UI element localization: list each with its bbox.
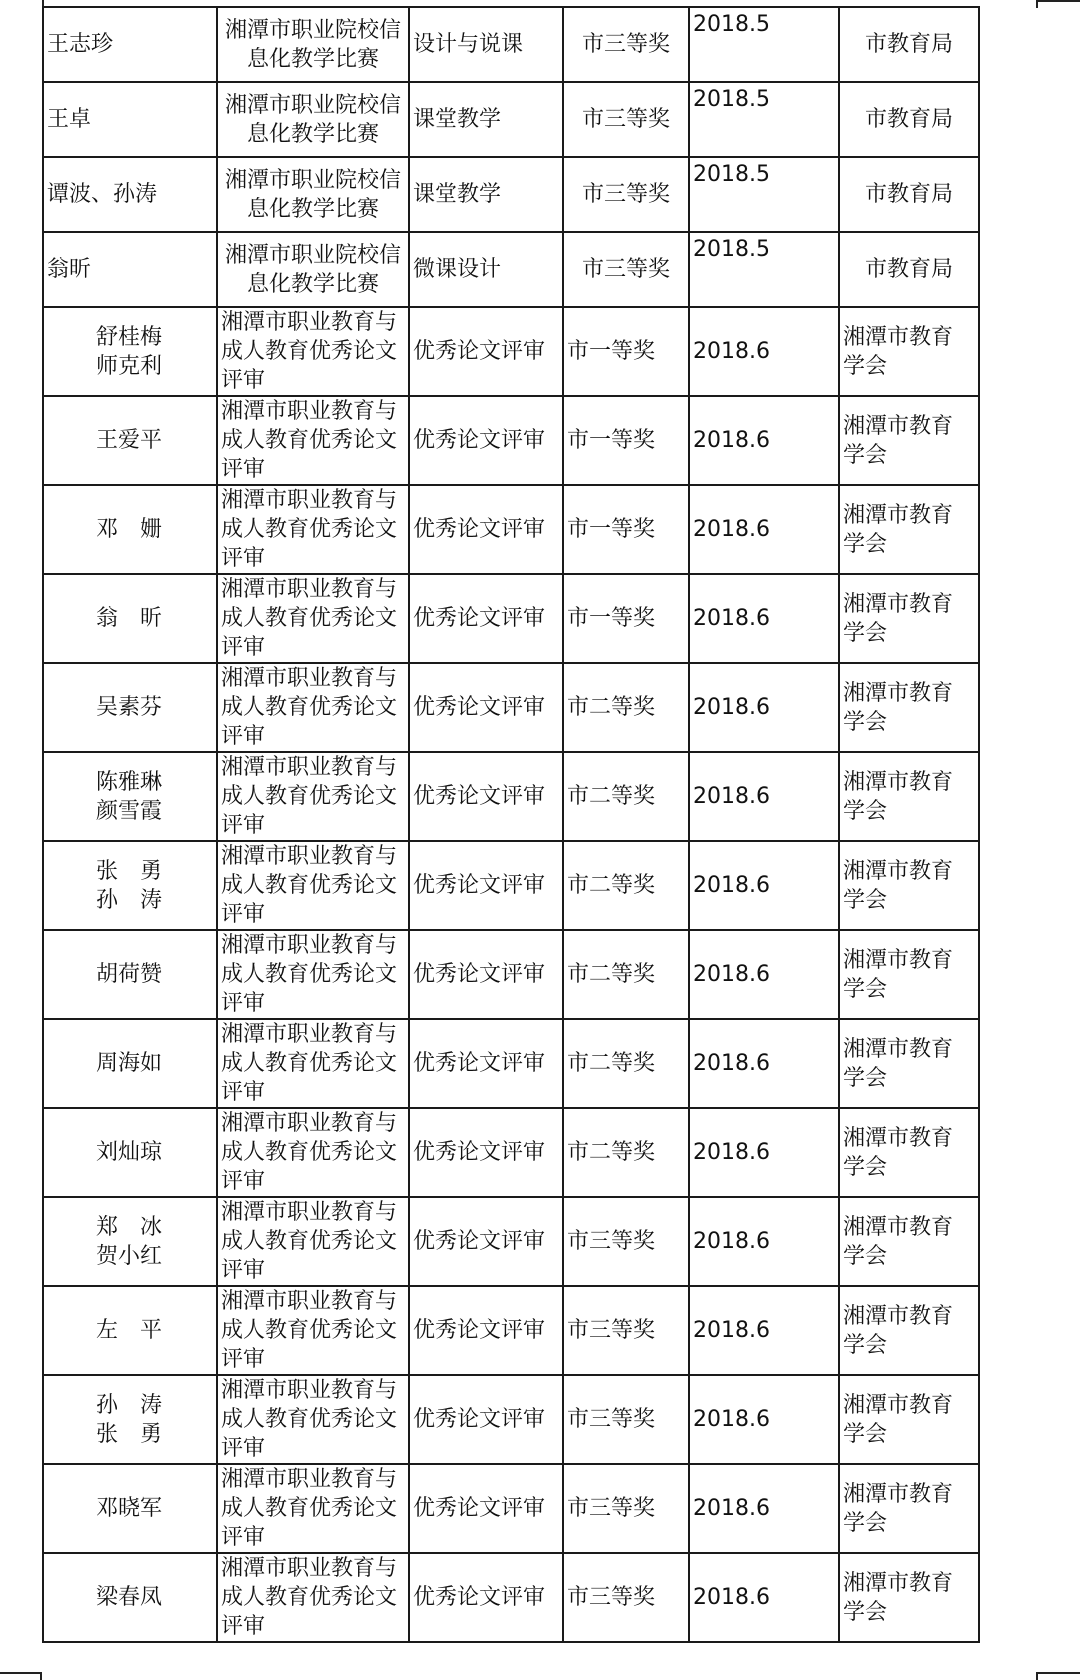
corner-mark-top-right-h: [1036, 0, 1080, 2]
category-cell: 优秀论文评审: [409, 396, 563, 485]
name-cell-line: 师克利: [96, 353, 163, 379]
competition-cell-line: 评审: [221, 368, 266, 393]
organizer-cell: [839, 1108, 979, 1197]
name-cell-line: 翁 昕: [96, 606, 163, 631]
category-cell: 设计与说课: [409, 7, 563, 82]
name-cell-line: 张 勇: [96, 1421, 163, 1447]
awards-table-body: [43, 7, 979, 1642]
table-row: [43, 307, 979, 396]
competition-cell-line: 成人教育优秀论文: [221, 962, 398, 987]
table-row: [43, 82, 979, 157]
organizer-cell-line: 学会: [843, 798, 888, 824]
competition-cell-line: 评审: [221, 991, 266, 1016]
date-cell: 2018.6: [689, 396, 839, 485]
competition-cell-line: 成人教育优秀论文: [221, 1407, 398, 1432]
competition-cell-line: 湘潭市职业院校信: [224, 17, 401, 43]
competition-cell-line: 湘潭市职业教育与: [221, 310, 398, 335]
table-row: [43, 1553, 979, 1642]
organizer-cell-line: 学会: [843, 1510, 888, 1536]
name-cell: [43, 1375, 217, 1464]
competition-cell-line: 成人教育优秀论文: [221, 1496, 398, 1521]
corner-mark-bottom-right-v: [1036, 1672, 1038, 1680]
category-cell: 优秀论文评审: [409, 930, 563, 1019]
name-cell-line: 谭波、孙涛: [47, 182, 158, 207]
organizer-cell: [839, 930, 979, 1019]
date-cell: 2018.6: [689, 663, 839, 752]
date-cell: 2018.6: [689, 307, 839, 396]
name-cell-line: 王爱平: [96, 428, 163, 453]
competition-cell-line: 湘潭市职业教育与: [221, 933, 398, 958]
name-cell-line: 邓晓军: [96, 1496, 163, 1521]
name-cell-line: 贺小红: [96, 1243, 163, 1269]
name-cell: [43, 752, 217, 841]
competition-cell-line: 湘潭市职业教育与: [221, 1111, 398, 1136]
award-cell: 市三等奖: [563, 157, 689, 232]
organizer-cell: [839, 752, 979, 841]
competition-cell: [217, 574, 409, 663]
corner-mark-top-right-v: [1036, 0, 1038, 8]
date-cell: 2018.6: [689, 485, 839, 574]
competition-cell: [217, 1375, 409, 1464]
organizer-cell-line: 湘潭市教育: [843, 324, 954, 350]
competition-cell-line: 湘潭市职业教育与: [221, 1467, 398, 1492]
category-cell: 微课设计: [409, 232, 563, 307]
award-cell: 市三等奖: [563, 7, 689, 82]
date-cell: 2018.6: [689, 1286, 839, 1375]
award-cell: 市三等奖: [563, 1553, 689, 1642]
category-cell: 优秀论文评审: [409, 1286, 563, 1375]
table-row: [43, 1197, 979, 1286]
awards-table: [42, 6, 980, 1643]
name-cell: [43, 396, 217, 485]
competition-cell-line: 成人教育优秀论文: [221, 695, 398, 720]
competition-cell: [217, 1286, 409, 1375]
date-cell: 2018.6: [689, 1019, 839, 1108]
name-cell-line: 王卓: [47, 107, 92, 132]
competition-cell: [217, 841, 409, 930]
table-row: [43, 663, 979, 752]
competition-cell-line: 湘潭市职业教育与: [221, 666, 398, 691]
organizer-cell: [839, 7, 979, 82]
name-cell: [43, 1286, 217, 1375]
competition-cell-line: 成人教育优秀论文: [221, 1318, 398, 1343]
organizer-cell: [839, 663, 979, 752]
award-cell: 市二等奖: [563, 1019, 689, 1108]
competition-cell-line: 评审: [221, 724, 266, 749]
award-cell: 市一等奖: [563, 396, 689, 485]
date-cell: 2018.6: [689, 1464, 839, 1553]
table-row: [43, 485, 979, 574]
competition-cell-line: 评审: [221, 1258, 266, 1283]
organizer-cell-line: 湘潭市教育: [843, 413, 954, 439]
organizer-cell: [839, 574, 979, 663]
organizer-cell: [839, 232, 979, 307]
name-cell-line: 吴素芬: [96, 695, 163, 720]
date-cell: 2018.6: [689, 752, 839, 841]
award-cell: 市二等奖: [563, 930, 689, 1019]
organizer-cell: [839, 1197, 979, 1286]
table-row: [43, 1286, 979, 1375]
competition-cell-line: 湘潭市职业院校信: [224, 167, 401, 193]
competition-cell-line: 成人教育优秀论文: [221, 1140, 398, 1165]
date-cell: 2018.6: [689, 574, 839, 663]
competition-cell-line: 成人教育优秀论文: [221, 1229, 398, 1254]
competition-cell-line: 息化教学比赛: [246, 196, 379, 222]
organizer-cell-line: 市教育局: [864, 32, 953, 57]
organizer-cell: [839, 485, 979, 574]
competition-cell: [217, 1108, 409, 1197]
organizer-cell-line: 湘潭市教育: [843, 947, 954, 973]
award-cell: 市一等奖: [563, 307, 689, 396]
competition-cell-line: 湘潭市职业教育与: [221, 1022, 398, 1047]
name-cell-line: 王志珍: [47, 32, 114, 57]
competition-cell-line: 成人教育优秀论文: [221, 873, 398, 898]
table-row: [43, 1019, 979, 1108]
competition-cell-line: 评审: [221, 635, 266, 660]
organizer-cell-line: 湘潭市教育: [843, 1392, 954, 1418]
table-row: [43, 7, 979, 82]
competition-cell-line: 成人教育优秀论文: [221, 1051, 398, 1076]
competition-cell-line: 评审: [221, 813, 266, 838]
organizer-cell-line: 湘潭市教育: [843, 1125, 954, 1151]
name-cell: [43, 82, 217, 157]
name-cell-line: 左 平: [96, 1318, 163, 1343]
organizer-cell: [839, 1019, 979, 1108]
name-cell: [43, 307, 217, 396]
award-cell: 市三等奖: [563, 1464, 689, 1553]
name-cell: [43, 232, 217, 307]
organizer-cell-line: 学会: [843, 531, 888, 557]
date-cell: 2018.5: [689, 7, 839, 82]
organizer-cell-line: 学会: [843, 442, 888, 468]
name-cell: [43, 841, 217, 930]
organizer-cell-line: 学会: [843, 1599, 888, 1625]
name-cell-line: 周海如: [96, 1051, 163, 1076]
competition-cell-line: 成人教育优秀论文: [221, 784, 398, 809]
organizer-cell: [839, 841, 979, 930]
competition-cell: [217, 157, 409, 232]
award-cell: 市二等奖: [563, 1108, 689, 1197]
competition-cell-line: 成人教育优秀论文: [221, 517, 398, 542]
competition-cell-line: 评审: [221, 902, 266, 927]
name-cell-line: 梁春凤: [96, 1585, 163, 1610]
competition-cell: [217, 7, 409, 82]
date-cell: 2018.6: [689, 1375, 839, 1464]
competition-cell-line: 湘潭市职业院校信: [224, 242, 401, 268]
name-cell-line: 张 勇: [96, 858, 163, 884]
organizer-cell-line: 学会: [843, 1421, 888, 1447]
category-cell: 优秀论文评审: [409, 574, 563, 663]
organizer-cell-line: 学会: [843, 1332, 888, 1358]
competition-cell-line: 湘潭市职业教育与: [221, 844, 398, 869]
organizer-cell: [839, 1286, 979, 1375]
organizer-cell-line: 学会: [843, 1065, 888, 1091]
name-cell-line: 翁昕: [47, 257, 92, 282]
table-row: [43, 1108, 979, 1197]
organizer-cell-line: 市教育局: [864, 182, 953, 207]
award-cell: 市二等奖: [563, 841, 689, 930]
organizer-cell: [839, 396, 979, 485]
category-cell: 优秀论文评审: [409, 841, 563, 930]
category-cell: 优秀论文评审: [409, 663, 563, 752]
competition-cell-line: 评审: [221, 1080, 266, 1105]
name-cell: [43, 663, 217, 752]
award-cell: 市三等奖: [563, 232, 689, 307]
competition-cell: [217, 752, 409, 841]
competition-cell: [217, 1553, 409, 1642]
organizer-cell: [839, 82, 979, 157]
name-cell-line: 孙 涛: [96, 1392, 163, 1418]
organizer-cell-line: 湘潭市教育: [843, 1303, 954, 1329]
corner-mark-bottom-right-h: [1036, 1672, 1080, 1674]
competition-cell-line: 息化教学比赛: [246, 46, 379, 72]
category-cell: 优秀论文评审: [409, 1375, 563, 1464]
table-row: [43, 1375, 979, 1464]
competition-cell: [217, 396, 409, 485]
competition-cell-line: 湘潭市职业教育与: [221, 1289, 398, 1314]
date-cell: 2018.6: [689, 841, 839, 930]
category-cell: 优秀论文评审: [409, 1464, 563, 1553]
competition-cell-line: 评审: [221, 1614, 266, 1639]
category-cell: 优秀论文评审: [409, 1553, 563, 1642]
table-row: [43, 841, 979, 930]
organizer-cell: [839, 157, 979, 232]
date-cell: 2018.5: [689, 82, 839, 157]
name-cell: [43, 157, 217, 232]
name-cell-line: 颜雪霞: [96, 798, 163, 824]
organizer-cell-line: 学会: [843, 976, 888, 1002]
name-cell-line: 胡荷赞: [96, 962, 163, 987]
competition-cell-line: 评审: [221, 1347, 266, 1372]
organizer-cell-line: 市教育局: [864, 257, 953, 282]
competition-cell: [217, 663, 409, 752]
competition-cell: [217, 485, 409, 574]
competition-cell-line: 湘潭市职业教育与: [221, 1378, 398, 1403]
date-cell: 2018.6: [689, 1553, 839, 1642]
award-cell: 市三等奖: [563, 1286, 689, 1375]
category-cell: 优秀论文评审: [409, 1019, 563, 1108]
competition-cell: [217, 1197, 409, 1286]
table-row: [43, 1464, 979, 1553]
competition-cell: [217, 1019, 409, 1108]
organizer-cell-line: 学会: [843, 620, 888, 646]
date-cell: 2018.6: [689, 1197, 839, 1286]
organizer-cell-line: 湘潭市教育: [843, 502, 954, 528]
competition-cell-line: 成人教育优秀论文: [221, 1585, 398, 1610]
name-cell: [43, 1019, 217, 1108]
date-cell: 2018.5: [689, 157, 839, 232]
table-row: [43, 752, 979, 841]
name-cell: [43, 574, 217, 663]
category-cell: 优秀论文评审: [409, 1197, 563, 1286]
award-cell: 市三等奖: [563, 1197, 689, 1286]
competition-cell-line: 湘潭市职业教育与: [221, 755, 398, 780]
organizer-cell: [839, 1375, 979, 1464]
category-cell: 课堂教学: [409, 157, 563, 232]
organizer-cell: [839, 307, 979, 396]
award-cell: 市二等奖: [563, 752, 689, 841]
organizer-cell-line: 学会: [843, 887, 888, 913]
name-cell-line: 舒桂梅: [96, 324, 163, 350]
table-row: [43, 157, 979, 232]
award-cell: 市一等奖: [563, 485, 689, 574]
category-cell: 优秀论文评审: [409, 1108, 563, 1197]
name-cell-line: 孙 涛: [96, 887, 163, 913]
organizer-cell-line: 湘潭市教育: [843, 1036, 954, 1062]
category-cell: 课堂教学: [409, 82, 563, 157]
organizer-cell-line: 市教育局: [864, 107, 953, 132]
competition-cell: [217, 82, 409, 157]
name-cell: [43, 1464, 217, 1553]
competition-cell-line: 湘潭市职业教育与: [221, 577, 398, 602]
competition-cell-line: 评审: [221, 1525, 266, 1550]
competition-cell-line: 成人教育优秀论文: [221, 339, 398, 364]
category-cell: 优秀论文评审: [409, 485, 563, 574]
award-cell: 市一等奖: [563, 574, 689, 663]
organizer-cell-line: 湘潭市教育: [843, 1481, 954, 1507]
name-cell: [43, 485, 217, 574]
competition-cell: [217, 232, 409, 307]
competition-cell-line: 评审: [221, 1169, 266, 1194]
name-cell-line: 刘灿琼: [96, 1140, 163, 1165]
date-cell: 2018.6: [689, 930, 839, 1019]
organizer-cell-line: 湘潭市教育: [843, 769, 954, 795]
date-cell: 2018.5: [689, 232, 839, 307]
table-row: [43, 574, 979, 663]
organizer-cell: [839, 1464, 979, 1553]
organizer-cell-line: 湘潭市教育: [843, 591, 954, 617]
competition-cell-line: 息化教学比赛: [246, 121, 379, 147]
category-cell: 优秀论文评审: [409, 307, 563, 396]
corner-mark-bottom-left-h: [0, 1672, 42, 1674]
award-cell: 市三等奖: [563, 82, 689, 157]
name-cell: [43, 1197, 217, 1286]
competition-cell: [217, 1464, 409, 1553]
competition-cell-line: 成人教育优秀论文: [221, 428, 398, 453]
award-cell: 市二等奖: [563, 663, 689, 752]
competition-cell-line: 湘潭市职业院校信: [224, 92, 401, 118]
name-cell: [43, 930, 217, 1019]
competition-cell-line: 息化教学比赛: [246, 271, 379, 297]
name-cell: [43, 1553, 217, 1642]
corner-mark-bottom-left-v: [40, 1672, 42, 1680]
competition-cell-line: 湘潭市职业教育与: [221, 399, 398, 424]
organizer-cell-line: 学会: [843, 1154, 888, 1180]
table-row: [43, 396, 979, 485]
organizer-cell-line: 湘潭市教育: [843, 1214, 954, 1240]
table-row: [43, 930, 979, 1019]
competition-cell-line: 评审: [221, 1436, 266, 1461]
date-cell: 2018.6: [689, 1108, 839, 1197]
name-cell: [43, 1108, 217, 1197]
award-cell: 市三等奖: [563, 1375, 689, 1464]
organizer-cell-line: 学会: [843, 353, 888, 379]
name-cell-line: 陈雅琳: [96, 769, 163, 795]
category-cell: 优秀论文评审: [409, 752, 563, 841]
competition-cell: [217, 930, 409, 1019]
organizer-cell-line: 湘潭市教育: [843, 1570, 954, 1596]
competition-cell-line: 湘潭市职业教育与: [221, 488, 398, 513]
competition-cell-line: 成人教育优秀论文: [221, 606, 398, 631]
organizer-cell-line: 湘潭市教育: [843, 858, 954, 884]
organizer-cell-line: 学会: [843, 1243, 888, 1269]
competition-cell-line: 评审: [221, 546, 266, 571]
organizer-cell-line: 学会: [843, 709, 888, 735]
table-row: [43, 232, 979, 307]
competition-cell: [217, 307, 409, 396]
competition-cell-line: 湘潭市职业教育与: [221, 1200, 398, 1225]
competition-cell-line: 评审: [221, 457, 266, 482]
organizer-cell-line: 湘潭市教育: [843, 680, 954, 706]
organizer-cell: [839, 1553, 979, 1642]
name-cell-line: 郑 冰: [96, 1214, 163, 1240]
name-cell-line: 邓 姗: [96, 517, 163, 542]
competition-cell-line: 湘潭市职业教育与: [221, 1556, 398, 1581]
name-cell: [43, 7, 217, 82]
